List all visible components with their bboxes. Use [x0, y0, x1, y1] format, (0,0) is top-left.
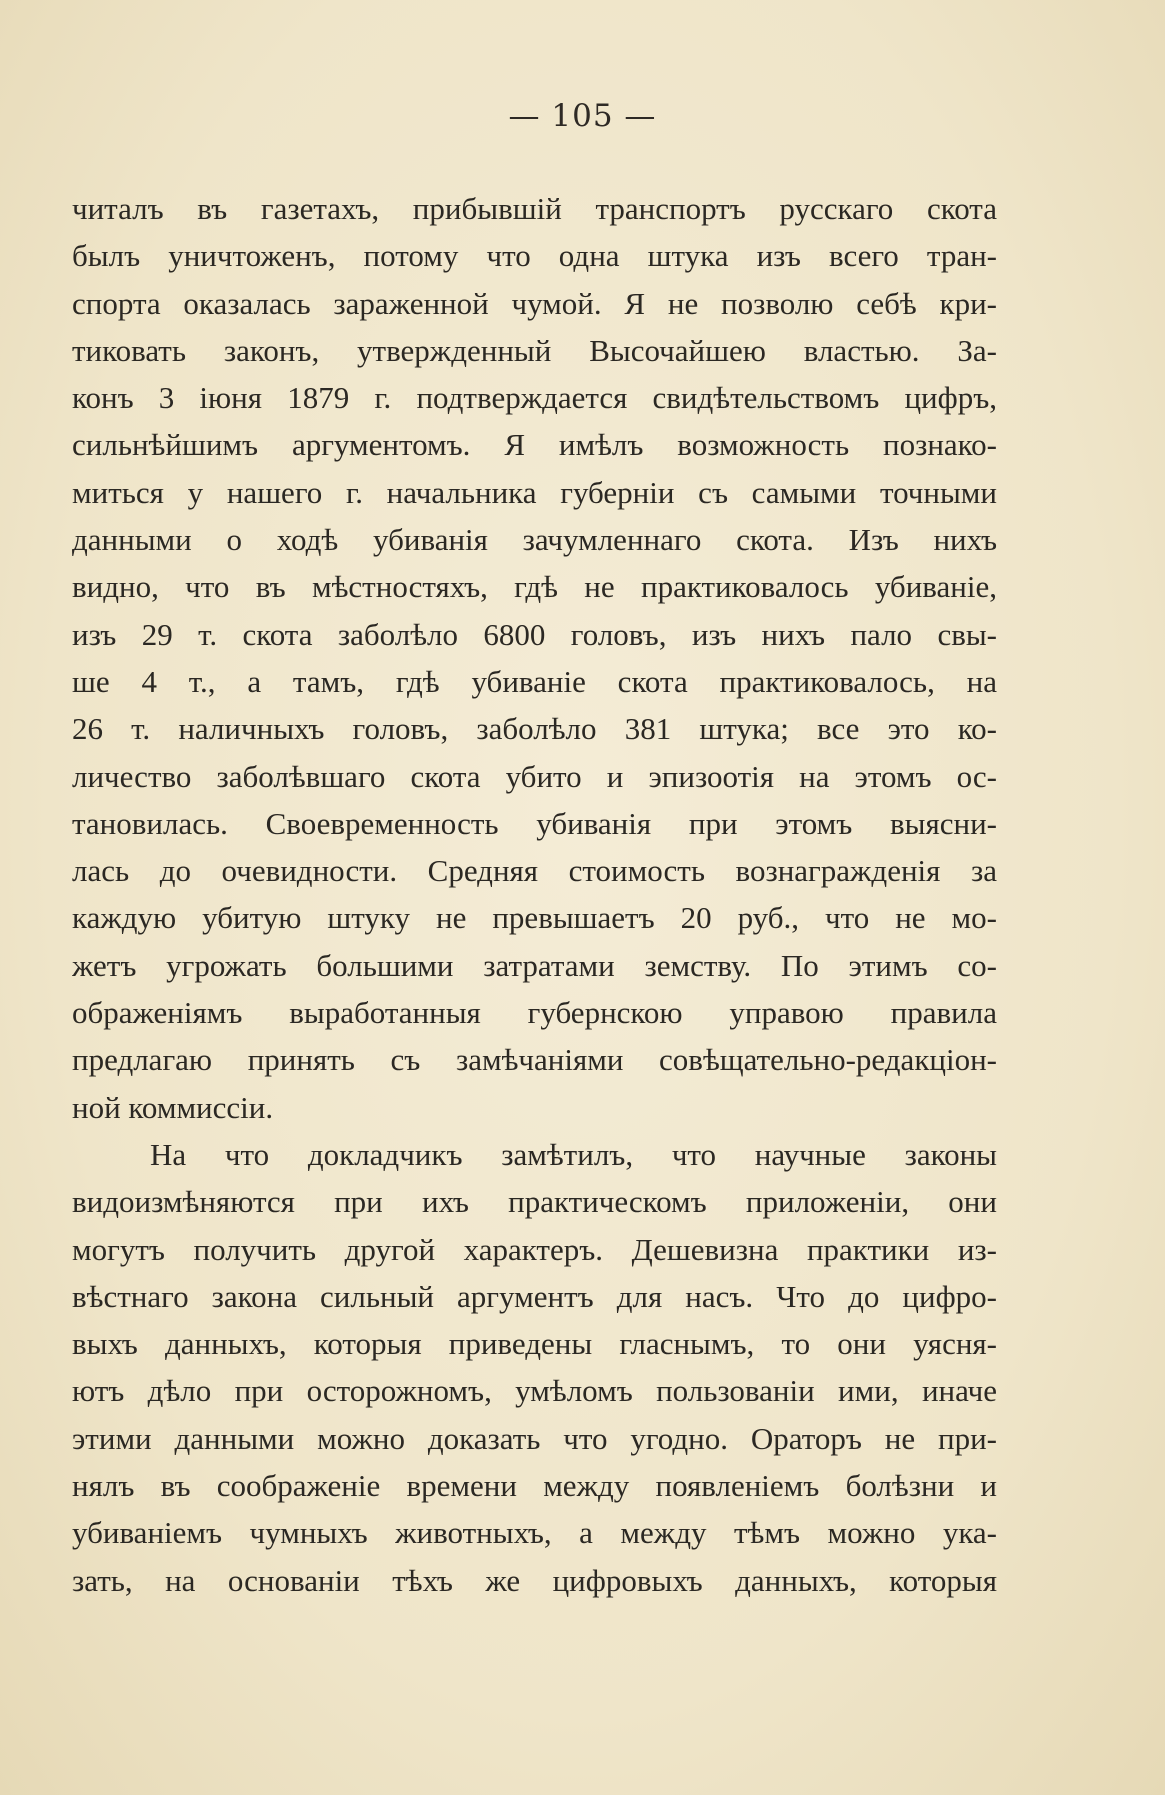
- text-line: жетъ угрожать большими затратами земству. По этимъ со-: [72, 947, 997, 983]
- text-line: ображеніямъ выработанныя губернскою управою правила: [72, 995, 997, 1031]
- text-line: сильнѣйшимъ аргументомъ. Я имѣлъ возможность познако-: [72, 427, 997, 463]
- text-line: могутъ получить другой характеръ. Дешевизна практики из-: [72, 1231, 997, 1267]
- text-line: ше 4 т., а тамъ, гдѣ убиваніе скота практиковалось, на: [72, 663, 997, 699]
- text-line: спорта оказалась зараженной чумой. Я не позволю себѣ кри-: [72, 285, 997, 321]
- text-line: предлагаю принять съ замѣчаніями совѣщательно-редакціон-: [72, 1042, 997, 1078]
- paragraph-1: [72, 185, 997, 1131]
- text-line: тановилась. Своевременность убиванія при этомъ выясни-: [72, 805, 997, 841]
- text-line: миться у нашего г. начальника губерніи съ самыми точными: [72, 474, 997, 510]
- text-line: 26 т. наличныхъ головъ, заболѣло 381 штука; все это ко-: [72, 711, 997, 747]
- text-line: На что докладчикъ замѣтилъ, что научные законы: [150, 1136, 997, 1172]
- text-line: личество заболѣвшаго скота убито и эпизоотія на этомъ ос-: [72, 758, 997, 794]
- text-line: вѣстнаго закона сильный аргументъ для насъ. Что до цифро-: [72, 1278, 997, 1314]
- text-line: зать, на основаніи тѣхъ же цифровыхъ данныхъ, которыя: [72, 1562, 997, 1598]
- text-line: нялъ въ соображеніе времени между появленіемъ болѣзни и: [72, 1468, 997, 1504]
- text-line: выхъ данныхъ, которыя приведены гласнымъ, то они уясня-: [72, 1326, 997, 1362]
- text-line: ной коммиссіи.: [72, 1089, 274, 1125]
- text-line: убиваніемъ чумныхъ животныхъ, а между тѣмъ можно ука-: [72, 1515, 997, 1551]
- text-line: этими данными можно доказать что угодно. Ораторъ не при-: [72, 1420, 997, 1456]
- text-line: видоизмѣняются при ихъ практическомъ приложеніи, они: [72, 1184, 997, 1220]
- text-line: тиковать законъ, утвержденный Высочайшею властью. За-: [72, 332, 997, 368]
- text-line: лась до очевидности. Средняя стоимость вознагражденія за: [72, 853, 997, 889]
- text-line: изъ 29 т. скота заболѣло 6800 головъ, изъ нихъ пало свы-: [72, 616, 997, 652]
- text-line: ютъ дѣло при осторожномъ, умѣломъ пользованіи ими, иначе: [72, 1373, 997, 1409]
- text-line: конъ 3 іюня 1879 г. подтверждается свидѣтельствомъ цифръ,: [72, 380, 997, 416]
- text-line: видно, что въ мѣстностяхъ, гдѣ не практиковалось убиваніе,: [72, 569, 997, 605]
- text-line: каждую убитую штуку не превышаетъ 20 руб., что не мо-: [72, 900, 997, 936]
- text-line: читалъ въ газетахъ, прибывшій транспортъ русскаго скота: [72, 191, 997, 226]
- paragraph-2: [72, 1131, 997, 1604]
- page-number: — 105 —: [508, 98, 657, 134]
- body-text: [72, 185, 997, 1604]
- text-line: былъ уничтоженъ, потому что одна штука изъ всего тран-: [72, 238, 997, 274]
- text-line: данными о ходѣ убиванія зачумленнаго скота. Изъ нихъ: [72, 522, 997, 558]
